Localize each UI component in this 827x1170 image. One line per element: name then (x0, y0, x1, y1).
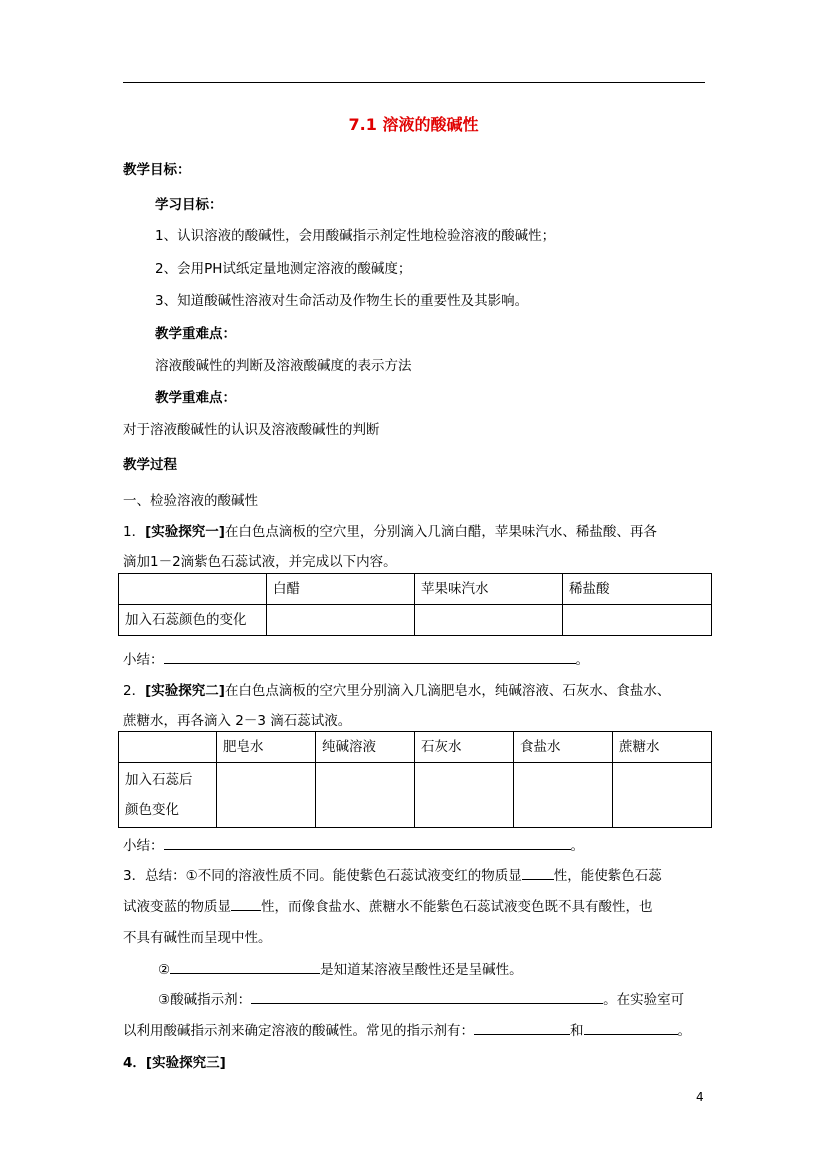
exp3-heading: 4．[实验探究三] (123, 1055, 226, 1071)
exp1-text-line1: 在白色点滴板的空穴里，分别滴入几滴白醋，苹果味汽水、稀盐酸、再各 (224, 524, 657, 540)
page-number: 4 (696, 1090, 704, 1104)
table-header-cell: 纯碱溶液 (316, 732, 415, 763)
conclusion-line-3: 不具有碱性而呈现中性。 (123, 930, 272, 946)
table-header-cell (119, 732, 217, 763)
conclusion-text: 。在实验室可 (603, 992, 685, 1008)
exp2-text-line2: 蔗糖水，再各滴入 2－3 滴石蕊试液。 (123, 713, 352, 729)
page-title: 7.1 溶液的酸碱性 (348, 115, 479, 134)
exp1-summary (123, 648, 589, 668)
fill-blank (251, 989, 603, 1004)
table-header-cell: 肥皂水 (217, 732, 316, 763)
exp1-paragraph (123, 520, 657, 540)
heading-goals: 教学目标： (123, 162, 191, 178)
exp2-prefix: 2． (123, 683, 146, 699)
table-cell (316, 763, 415, 828)
conclusion-text: 。 (677, 1023, 691, 1039)
conclusion-text: 是知道某溶液呈酸性还是呈碱性。 (320, 962, 523, 978)
conclusion-text: ③酸碱指示剂： (158, 992, 252, 1008)
conclusion-text: 试液变蓝的物质显 (123, 899, 231, 915)
goal-1: 1、认识溶液的酸碱性，会用酸碱指示剂定性地检验溶液的酸碱性； (155, 228, 556, 244)
conclusion-text: 性，能使紫色石蕊 (553, 868, 662, 884)
key-label-2: 教学重难点： (155, 390, 236, 406)
exp1-tag: [实验探究一] (145, 524, 225, 540)
fill-blank (231, 896, 261, 911)
table-header-cell (119, 574, 267, 605)
exp1-prefix: 1． (123, 524, 146, 540)
table-cell (267, 605, 415, 636)
table-cell (217, 763, 316, 828)
conclusion-text: 和 (570, 1023, 584, 1039)
summary-label: 小结： (123, 838, 164, 854)
table-row (119, 732, 712, 763)
table-cell (514, 763, 613, 828)
conclusion-line-6 (123, 1019, 691, 1039)
summary-label: 小结： (123, 652, 164, 668)
row-label-line-1: 加入石蕊后 (125, 772, 193, 788)
table-header-cell: 食盐水 (514, 732, 613, 763)
table-row (119, 574, 712, 605)
conclusion-line-1 (123, 864, 662, 884)
row-label-line-2: 颜色变化 (125, 802, 179, 818)
table-cell (415, 763, 514, 828)
table-cell (415, 605, 563, 636)
fill-blank (170, 959, 320, 974)
key-text-2: 对于溶液酸碱性的认识及溶液酸碱性的判断 (123, 422, 380, 438)
exp2-table (118, 731, 712, 828)
header-rule (123, 82, 705, 83)
summary-end: 。 (570, 838, 584, 854)
table-header-cell: 苹果味汽水 (415, 574, 563, 605)
exp2-tag: [实验探究二] (145, 683, 225, 699)
table-row (119, 763, 712, 828)
section-1-heading: 一、检验溶液的酸碱性 (123, 493, 258, 509)
key-label-1: 教学重难点： (155, 326, 236, 342)
goal-3: 3、知道酸碱性溶液对生命活动及作物生长的重要性及其影响。 (155, 293, 529, 309)
exp2-summary (123, 834, 584, 854)
fill-blank (584, 1020, 678, 1035)
summary-blank (164, 649, 576, 664)
table-header-cell: 石灰水 (415, 732, 514, 763)
conclusion-item-3 (158, 988, 684, 1008)
conclusion-text: 3．总结：①不同的溶液性质不同。能使紫色石蕊试液变红的物质显 (123, 868, 522, 884)
exp2-paragraph (123, 679, 670, 699)
summary-end: 。 (575, 652, 589, 668)
table-row (119, 605, 712, 636)
table-cell (563, 605, 712, 636)
process-label: 教学过程 (123, 457, 177, 473)
table-cell (613, 763, 712, 828)
exp2-text-line1: 在白色点滴板的空穴里分别滴入几滴肥皂水，纯碱溶液、石灰水、食盐水、 (224, 683, 671, 699)
table-header-cell: 白醋 (267, 574, 415, 605)
table-row-label: 加入石蕊颜色的变化 (119, 605, 267, 636)
conclusion-line-2 (123, 895, 653, 915)
key-text-1: 溶液酸碱性的判断及溶液酸碱度的表示方法 (155, 358, 412, 374)
conclusion-text: 性，而像食盐水、蔗糖水不能紫色石蕊试液变色既不具有酸性，也 (261, 899, 653, 915)
table-header-cell: 蔗糖水 (613, 732, 712, 763)
table-header-cell: 稀盐酸 (563, 574, 712, 605)
table-row-label (119, 763, 217, 828)
exp1-text-line2: 滴加1－2滴紫色石蕊试液，并完成以下内容。 (123, 554, 397, 570)
summary-blank (164, 835, 571, 850)
fill-blank (474, 1020, 570, 1035)
conclusion-item-2 (158, 958, 523, 978)
exp1-table (118, 573, 712, 636)
learning-goals-label: 学习目标： (155, 197, 223, 213)
item-mark: ② (158, 962, 171, 978)
goal-2: 2、会用PH试纸定量地测定溶液的酸碱度； (155, 261, 412, 277)
conclusion-text: 以利用酸碱指示剂来确定溶液的酸碱性。常见的指示剂有： (123, 1023, 474, 1039)
fill-blank (522, 865, 554, 880)
